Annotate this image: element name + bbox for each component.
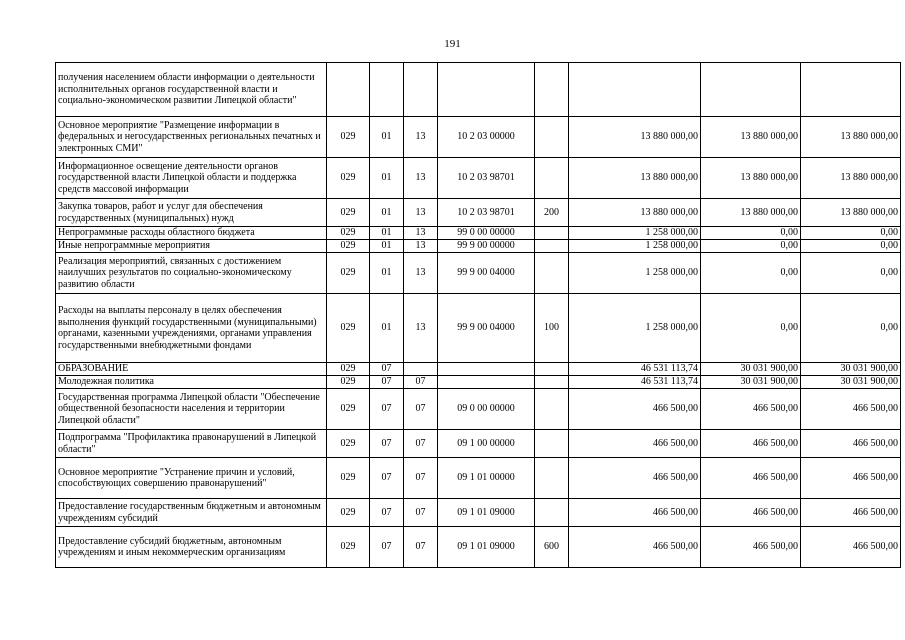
table-row: [56, 527, 901, 568]
target-article-code: 09 1 01 09000: [438, 527, 535, 568]
target-article-code: 09 1 01 00000: [438, 458, 535, 499]
row-name: Иные непрограммные мероприятия: [56, 240, 327, 253]
amount-year-1: [569, 63, 701, 117]
subsection-code: 13: [404, 240, 438, 253]
expense-type-code: 100: [535, 294, 569, 363]
row-name: Предоставление субсидий бюджетным, автономным учреждениям и иным некоммерческим организациям: [56, 527, 327, 568]
amount-year-1: 466 500,00: [569, 389, 701, 430]
amount-year-2: 13 880 000,00: [701, 199, 801, 227]
subsection-code: 13: [404, 294, 438, 363]
row-name: Информационное освещение деятельности органов государственной власти Липецкой области и поддержка средств массовой информации: [56, 158, 327, 199]
section-code: 01: [370, 117, 404, 158]
amount-year-1: 466 500,00: [569, 458, 701, 499]
amount-year-3: 466 500,00: [801, 458, 901, 499]
budget-table: [55, 62, 901, 568]
expense-type-code: [535, 363, 569, 376]
amount-year-1: 46 531 113,74: [569, 363, 701, 376]
amount-year-2: 466 500,00: [701, 527, 801, 568]
amount-year-3: 466 500,00: [801, 499, 901, 527]
amount-year-1: 1 258 000,00: [569, 240, 701, 253]
row-name: Подпрограмма "Профилактика правонарушений в Липецкой области": [56, 430, 327, 458]
target-article-code: 09 0 00 00000: [438, 389, 535, 430]
section-code: 07: [370, 430, 404, 458]
row-name: Государственная программа Липецкой области "Обеспечение общественной безопасности населения и территории Липецкой области": [56, 389, 327, 430]
section-code: 07: [370, 389, 404, 430]
amount-year-2: 0,00: [701, 227, 801, 240]
ved-code: 029: [327, 389, 370, 430]
amount-year-3: [801, 63, 901, 117]
amount-year-1: 466 500,00: [569, 430, 701, 458]
subsection-code: [404, 363, 438, 376]
expense-type-code: [535, 63, 569, 117]
row-name: получения населением области информации о деятельности исполнительных органов государственной власти и социально-экономическом развитии Липецкой области": [56, 63, 327, 117]
amount-year-2: 0,00: [701, 240, 801, 253]
amount-year-1: 46 531 113,74: [569, 376, 701, 389]
amount-year-3: 0,00: [801, 227, 901, 240]
ved-code: 029: [327, 117, 370, 158]
target-article-code: 10 2 03 98701: [438, 158, 535, 199]
row-name: Закупка товаров, работ и услуг для обеспечения государственных (муниципальных) нужд: [56, 199, 327, 227]
ved-code: 029: [327, 199, 370, 227]
expense-type-code: [535, 376, 569, 389]
amount-year-3: 0,00: [801, 240, 901, 253]
expense-type-code: [535, 253, 569, 294]
expense-type-code: [535, 430, 569, 458]
amount-year-1: 1 258 000,00: [569, 294, 701, 363]
amount-year-2: 466 500,00: [701, 499, 801, 527]
table-row: [56, 158, 901, 199]
target-article-code: [438, 363, 535, 376]
ved-code: 029: [327, 430, 370, 458]
ved-code: 029: [327, 363, 370, 376]
table-row: [56, 253, 901, 294]
section-code: 01: [370, 253, 404, 294]
section-code: 07: [370, 376, 404, 389]
section-code: 01: [370, 240, 404, 253]
amount-year-3: 0,00: [801, 294, 901, 363]
amount-year-2: 13 880 000,00: [701, 117, 801, 158]
table-row: [56, 227, 901, 240]
amount-year-2: 30 031 900,00: [701, 363, 801, 376]
section-code: [370, 63, 404, 117]
row-name: Основное мероприятие "Устранение причин и условий, способствующих совершению правонарушений": [56, 458, 327, 499]
section-code: 01: [370, 227, 404, 240]
row-name: Молодежная политика: [56, 376, 327, 389]
target-article-code: 10 2 03 98701: [438, 199, 535, 227]
row-name: Предоставление государственным бюджетным и автономным учреждениям субсидий: [56, 499, 327, 527]
expense-type-code: [535, 389, 569, 430]
amount-year-1: 13 880 000,00: [569, 117, 701, 158]
amount-year-1: 466 500,00: [569, 527, 701, 568]
table-row: [56, 63, 901, 117]
ved-code: 029: [327, 527, 370, 568]
table-row: [56, 376, 901, 389]
subsection-code: 07: [404, 527, 438, 568]
target-article-code: 09 1 00 00000: [438, 430, 535, 458]
amount-year-3: 13 880 000,00: [801, 158, 901, 199]
expense-type-code: 200: [535, 199, 569, 227]
table-row: [56, 363, 901, 376]
amount-year-3: 30 031 900,00: [801, 376, 901, 389]
amount-year-3: 13 880 000,00: [801, 117, 901, 158]
amount-year-2: [701, 63, 801, 117]
subsection-code: 07: [404, 389, 438, 430]
ved-code: 029: [327, 253, 370, 294]
subsection-code: 13: [404, 117, 438, 158]
table-row: [56, 458, 901, 499]
section-code: 07: [370, 458, 404, 499]
section-code: 07: [370, 499, 404, 527]
amount-year-2: 466 500,00: [701, 430, 801, 458]
target-article-code: 99 9 00 04000: [438, 253, 535, 294]
ved-code: 029: [327, 499, 370, 527]
section-code: 01: [370, 294, 404, 363]
subsection-code: 13: [404, 199, 438, 227]
amount-year-1: 466 500,00: [569, 499, 701, 527]
section-code: 01: [370, 158, 404, 199]
ved-code: 029: [327, 158, 370, 199]
expense-type-code: [535, 499, 569, 527]
target-article-code: 99 9 00 00000: [438, 240, 535, 253]
amount-year-2: 30 031 900,00: [701, 376, 801, 389]
page-number: 191: [444, 38, 461, 50]
table-row: [56, 199, 901, 227]
target-article-code: 99 9 00 04000: [438, 294, 535, 363]
amount-year-1: 13 880 000,00: [569, 199, 701, 227]
amount-year-2: 466 500,00: [701, 389, 801, 430]
amount-year-3: 13 880 000,00: [801, 199, 901, 227]
row-name: ОБРАЗОВАНИЕ: [56, 363, 327, 376]
table-row: [56, 499, 901, 527]
amount-year-3: 466 500,00: [801, 430, 901, 458]
ved-code: [327, 63, 370, 117]
expense-type-code: [535, 227, 569, 240]
subsection-code: 13: [404, 158, 438, 199]
target-article-code: [438, 376, 535, 389]
table-row: [56, 389, 901, 430]
ved-code: 029: [327, 227, 370, 240]
table-row: [56, 240, 901, 253]
amount-year-2: 0,00: [701, 294, 801, 363]
row-name: Реализация мероприятий, связанных с достижением наилучших результатов по социально-экономическому развитию области: [56, 253, 327, 294]
table-row: [56, 294, 901, 363]
table-row: [56, 430, 901, 458]
section-code: 01: [370, 199, 404, 227]
ved-code: 029: [327, 294, 370, 363]
ved-code: 029: [327, 458, 370, 499]
amount-year-1: 1 258 000,00: [569, 227, 701, 240]
row-name: Непрограммные расходы областного бюджета: [56, 227, 327, 240]
row-name: Расходы на выплаты персоналу в целях обеспечения выполнения функций государственными (муниципальными) органами, казенными учреждениями, органами управления государственными внебюджетными фондами: [56, 294, 327, 363]
ved-code: 029: [327, 376, 370, 389]
amount-year-2: 0,00: [701, 253, 801, 294]
amount-year-3: 30 031 900,00: [801, 363, 901, 376]
expense-type-code: [535, 458, 569, 499]
subsection-code: 07: [404, 430, 438, 458]
target-article-code: 09 1 01 09000: [438, 499, 535, 527]
subsection-code: 07: [404, 376, 438, 389]
amount-year-1: 13 880 000,00: [569, 158, 701, 199]
subsection-code: 13: [404, 253, 438, 294]
ved-code: 029: [327, 240, 370, 253]
amount-year-2: 466 500,00: [701, 458, 801, 499]
section-code: 07: [370, 363, 404, 376]
subsection-code: 07: [404, 499, 438, 527]
row-name: Основное мероприятие "Размещение информации в федеральных и негосударственных региональных печатных и электронных СМИ": [56, 117, 327, 158]
expense-type-code: [535, 158, 569, 199]
table-row: [56, 117, 901, 158]
target-article-code: [438, 63, 535, 117]
subsection-code: [404, 63, 438, 117]
amount-year-3: 466 500,00: [801, 527, 901, 568]
section-code: 07: [370, 527, 404, 568]
amount-year-1: 1 258 000,00: [569, 253, 701, 294]
amount-year-2: 13 880 000,00: [701, 158, 801, 199]
expense-type-code: [535, 117, 569, 158]
amount-year-3: 466 500,00: [801, 389, 901, 430]
target-article-code: 99 0 00 00000: [438, 227, 535, 240]
target-article-code: 10 2 03 00000: [438, 117, 535, 158]
expense-type-code: [535, 240, 569, 253]
expense-type-code: 600: [535, 527, 569, 568]
subsection-code: 13: [404, 227, 438, 240]
amount-year-3: 0,00: [801, 253, 901, 294]
subsection-code: 07: [404, 458, 438, 499]
